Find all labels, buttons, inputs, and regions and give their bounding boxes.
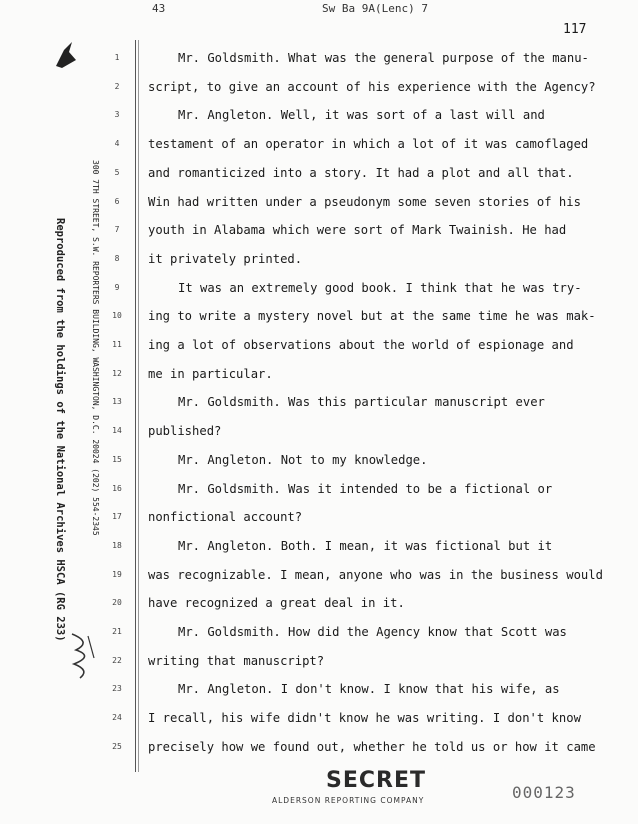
transcript-line [0,101,638,129]
transcript-line [0,331,638,359]
transcript-line [0,274,638,302]
line-number: 11 [112,340,122,349]
line-text: it privately printed. [148,251,303,266]
line-text: testament of an operator in which a lot of it was camoflaged [148,137,589,152]
transcript-line [0,532,638,560]
line-text: have recognized a great deal in it. [148,596,405,611]
line-number: 4 [114,139,120,149]
line-text: youth in Alabama which were sort of Mark Twainish. He had [148,223,567,238]
archive-reproduction-note: Reproduced from the holdings of the National Archives HSCA (RG 233) [54,218,66,642]
line-number: 19 [112,569,122,579]
header-left-mark: 43 [152,2,166,15]
line-text: I recall, his wife didn't know he was writing. I don't know [148,711,581,726]
line-number: 25 [112,741,122,751]
line-number: 14 [112,426,122,436]
line-text: Mr. Goldsmith. How did the Agency know that Scott was [178,625,567,639]
transcript-line [0,733,638,761]
line-text: Mr. Angleton. Both. I mean, it was fictional but it [178,538,553,553]
line-text: Mr. Angleton. I don't know. I know that his wife, as [178,682,560,697]
line-text: Win had written under a pseudonym some seven stories of his [148,194,581,209]
transcript-line [0,245,638,273]
line-number: 7 [114,225,120,235]
line-number: 24 [112,713,122,723]
line-number: 3 [114,110,120,120]
transcript-line [0,417,638,445]
line-text: ing a lot of observations about the world of espionage and [148,338,574,352]
line-number: 23 [112,684,122,694]
line-text: was recognizable. I mean, anyone who was in the business would [148,567,603,582]
transcript-line [0,216,638,244]
transcript-line [0,446,638,474]
page-number: 117 [563,22,587,37]
line-number: 12 [112,368,122,378]
line-number: 21 [112,627,122,636]
transcript-line [0,589,638,617]
transcript-line [0,73,638,101]
transcript-line [0,561,638,589]
transcript-line [0,188,638,216]
line-text: script, to give an account of his experience with the Agency? [148,79,596,94]
line-number: 9 [114,282,120,292]
reporting-company: ALDERSON REPORTING COMPANY [272,796,425,805]
line-text: Mr. Goldsmith. Was it intended to be a fictional or [178,481,553,496]
line-text: Mr. Goldsmith. What was the general purpose of the manu- [178,51,589,65]
line-number: 22 [112,655,122,665]
line-text: nonfictional account? [148,510,303,525]
transcript-line [0,618,638,646]
line-number: 10 [112,311,122,321]
line-text: me in particular. [148,366,273,381]
line-text: published? [148,424,222,439]
transcript-line [0,503,638,531]
transcript-line [0,130,638,158]
transcript-line [0,44,638,72]
transcript-line [0,360,638,388]
line-text: It was an extremely good book. I think that he was try- [178,280,582,295]
transcript-line [0,675,638,703]
transcript-line [0,388,638,416]
line-number: 20 [112,598,122,608]
document-id: 000123 [512,783,576,802]
line-text: and romanticized into a story. It had a plot and all that. [148,165,574,180]
transcript-line [0,704,638,732]
line-number: 13 [112,397,122,407]
transcript-line [0,475,638,503]
line-number: 16 [112,483,122,493]
line-number: 8 [114,253,120,263]
transcript-line [0,647,638,675]
line-text: ing to write a mystery novel but at the same time he was mak- [148,309,596,324]
line-number: 1 [114,53,120,62]
line-number: 15 [112,454,122,464]
classification-stamp: SECRET [326,768,426,793]
line-number: 6 [114,196,120,206]
line-number: 2 [114,81,120,91]
line-number: 17 [112,512,122,522]
line-text: writing that manuscript? [148,653,325,668]
transcript-line [0,302,638,330]
line-text: Mr. Angleton. Not to my knowledge. [178,452,428,467]
header-center-mark: Sw Ba 9A(Lenc) 7 [322,2,428,15]
transcript-line [0,159,638,187]
line-number: 18 [112,540,122,550]
line-number: 5 [114,167,120,177]
line-text: precisely how we found out, whether he told us or how it came [148,739,596,754]
reporter-address: 300 7TH STREET, S.W. REPORTERS BUILDING, WASHINGTON, D.C. 20024 (202) 554-2345 [91,160,100,536]
line-text: Mr. Angleton. Well, it was sort of a last will and [178,108,545,123]
line-text: Mr. Goldsmith. Was this particular manuscript ever [178,395,545,410]
